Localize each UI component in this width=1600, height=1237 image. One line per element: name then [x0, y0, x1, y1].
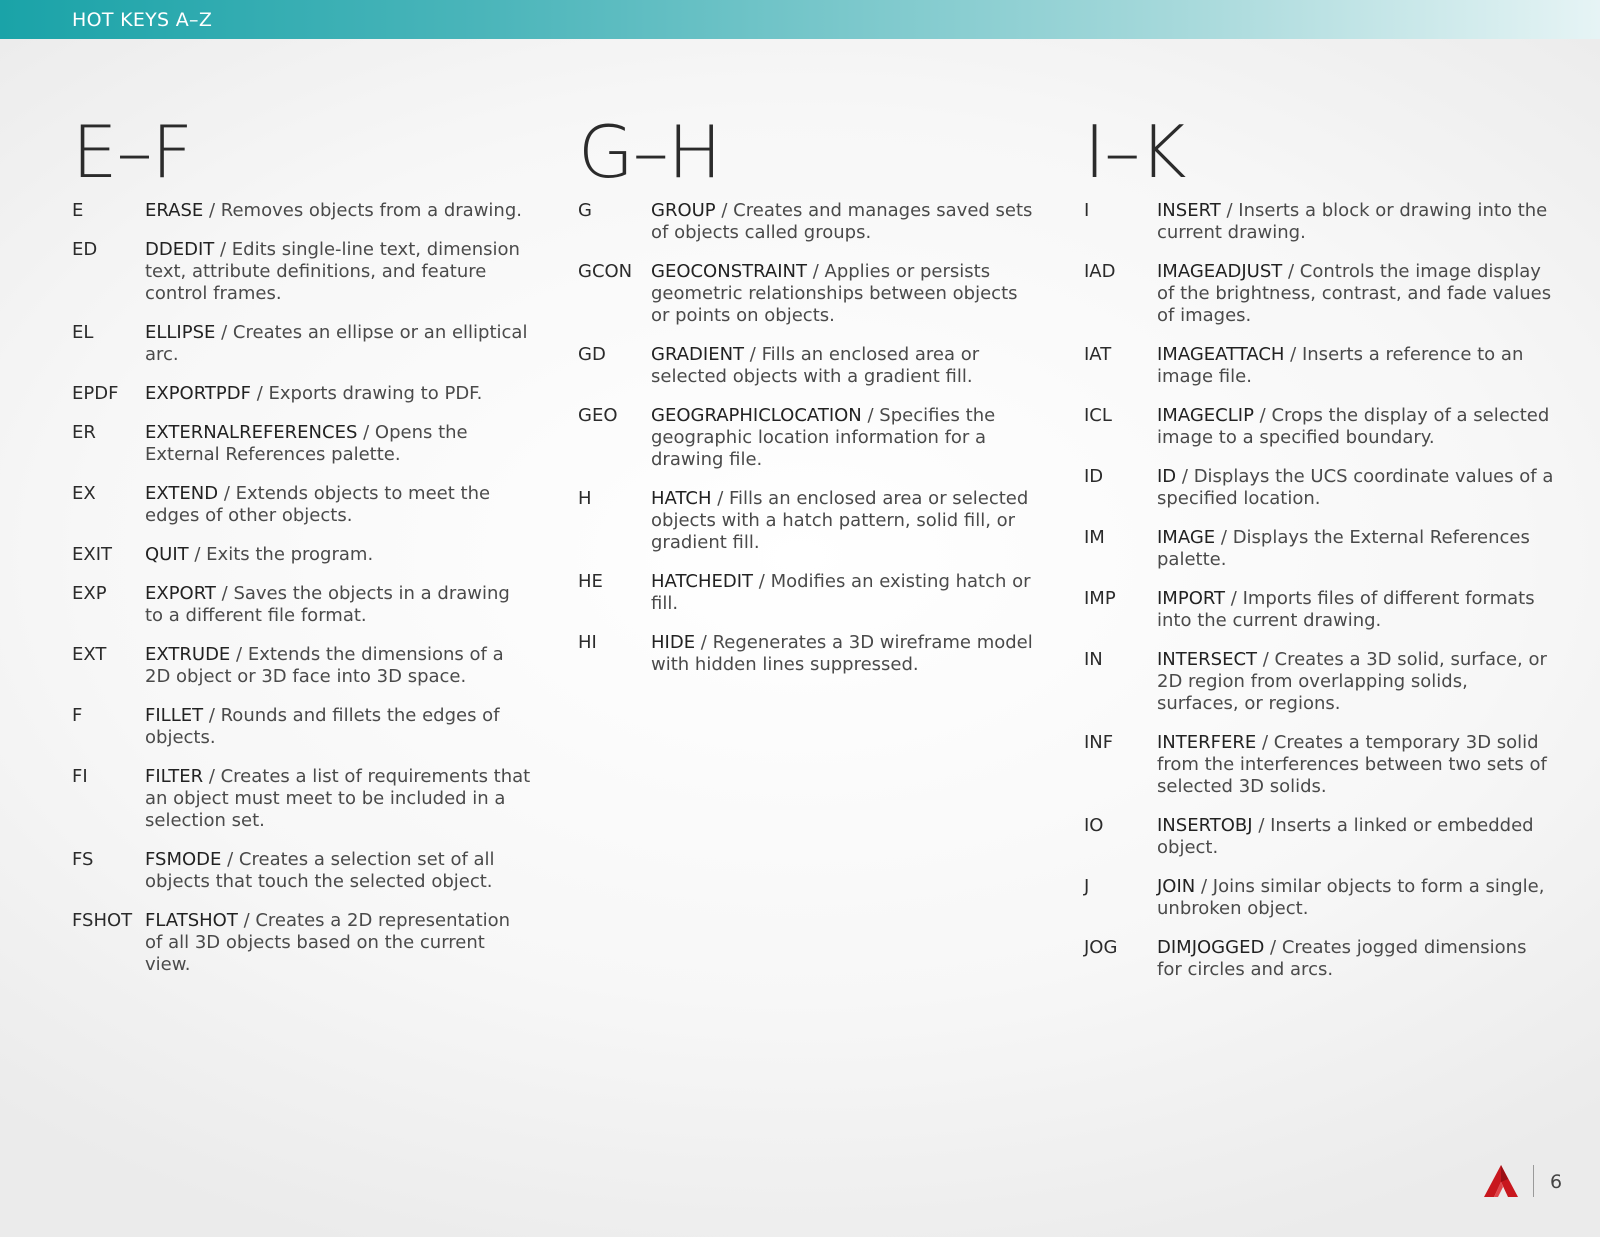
hotkey-description: Creates a list of requirements that an object must meet to be included in a selection set.: [145, 766, 531, 831]
hotkey-description: Creates and manages saved sets of objects called groups.: [651, 200, 1033, 243]
hotkey-entry: [1084, 527, 1554, 571]
hotkey-description: Displays the UCS coordinate values of a specified location.: [1157, 466, 1554, 509]
hotkey-entry: [1084, 649, 1554, 715]
hotkey-description: Creates an ellipse or an elliptical arc.: [145, 322, 528, 365]
hotkey-command: GEOGRAPHICLOCATION: [651, 405, 862, 426]
hotkey-definition: IMAGE / Displays the External References palette.: [1157, 527, 1530, 570]
hotkey-definition: INTERFERE / Creates a temporary 3D solid from the interferences between two sets of selected 3D solids.: [1157, 732, 1547, 797]
autocad-logo-icon: [1484, 1165, 1518, 1197]
hotkey-definition: JOIN / Joins similar objects to form a single, unbroken object.: [1157, 876, 1545, 919]
hotkey-definition: GEOCONSTRAINT / Applies or persists geometric relationships between objects or points on objects.: [651, 261, 1018, 326]
hotkey-definition: ID / Displays the UCS coordinate values of a specified location.: [1157, 466, 1554, 509]
hotkey-key: HE: [578, 571, 603, 592]
header-title: HOT KEYS A–Z: [72, 9, 213, 31]
hotkey-list: [72, 200, 532, 976]
hotkey-definition: IMAGEADJUST / Controls the image display of the brightness, contrast, and fade values of images.: [1157, 261, 1552, 326]
hotkey-entry: [1084, 732, 1554, 798]
hotkey-entry: [72, 239, 532, 305]
hotkey-key: FSHOT: [72, 910, 133, 931]
hotkey-definition: IMAGEATTACH / Inserts a reference to an image file.: [1157, 344, 1524, 387]
hotkey-key: EXT: [72, 644, 107, 665]
hotkey-command: INTERFERE: [1157, 732, 1257, 753]
hotkey-definition: EXTEND / Extends objects to meet the edges of other objects.: [145, 483, 491, 526]
hotkey-command: GRADIENT: [651, 344, 745, 365]
hotkey-command: QUIT: [145, 544, 189, 565]
hotkey-command: EXTEND: [145, 483, 219, 504]
hotkey-entry: [578, 488, 1038, 554]
hotkey-command: IMAGE: [1157, 527, 1216, 548]
hotkey-definition: FLATSHOT / Creates a 2D representation of all 3D objects based on the current view.: [145, 910, 511, 975]
hotkey-entry: [72, 422, 532, 466]
hotkey-entry: [72, 910, 532, 976]
hotkey-key: EXP: [72, 583, 107, 604]
page-number: 6: [1550, 1171, 1563, 1193]
hotkey-description: Inserts a reference to an image file.: [1157, 344, 1524, 387]
hotkey-entry: [1084, 815, 1554, 859]
hotkey-entry: [1084, 876, 1554, 920]
hotkey-entry: [72, 544, 532, 566]
hotkey-definition: DDEDIT / Edits single-line text, dimension text, attribute definitions, and feature control frames.: [145, 239, 520, 304]
section-heading: E–F: [72, 110, 192, 194]
hotkey-command: FLATSHOT: [145, 910, 238, 931]
hotkey-command: INTERSECT: [1157, 649, 1258, 670]
hotkey-description: Inserts a linked or embedded object.: [1157, 815, 1534, 858]
hotkey-key: FS: [72, 849, 94, 870]
hotkey-command: DDEDIT: [145, 239, 215, 260]
hotkey-key: EXIT: [72, 544, 113, 565]
section-heading: G–H: [578, 110, 721, 194]
hotkey-key: JOG: [1084, 937, 1118, 958]
hotkey-description: Joins similar objects to form a single, unbroken object.: [1157, 876, 1545, 919]
hotkey-list: [578, 200, 1038, 676]
hotkey-command: IMAGEATTACH: [1157, 344, 1285, 365]
hotkey-definition: GRADIENT / Fills an enclosed area or selected objects with a gradient fill.: [651, 344, 980, 387]
hotkey-entry: [72, 383, 532, 405]
hotkey-command: EXPORTPDF: [145, 383, 251, 404]
header-bar: [0, 0, 1600, 39]
hotkey-command: ELLIPSE: [145, 322, 216, 343]
hotkey-command: IMPORT: [1157, 588, 1226, 609]
hotkey-definition: INSERT / Inserts a block or drawing into the current drawing.: [1157, 200, 1548, 243]
hotkey-description: Crops the display of a selected image to a specified boundary.: [1157, 405, 1550, 448]
hotkey-key: G: [578, 200, 592, 221]
hotkey-description: Rounds and fillets the edges of objects.: [145, 705, 500, 748]
hotkey-key: GD: [578, 344, 606, 365]
hotkey-key: EL: [72, 322, 94, 343]
hotkey-description: Removes objects from a drawing.: [220, 200, 522, 221]
hotkey-definition: IMAGECLIP / Crops the display of a selected image to a specified boundary.: [1157, 405, 1550, 448]
hotkey-key: I: [1084, 200, 1090, 221]
hotkey-definition: DIMJOGGED / Creates jogged dimensions for circles and arcs.: [1157, 937, 1527, 980]
hotkey-description: Creates a 2D representation of all 3D objects based on the current view.: [145, 910, 511, 975]
hotkey-definition: ERASE / Removes objects from a drawing.: [145, 200, 522, 221]
hotkey-key: IAT: [1084, 344, 1112, 365]
hotkey-key: H: [578, 488, 592, 509]
hotkey-description: Saves the objects in a drawing to a different file format.: [145, 583, 510, 626]
hotkey-key: IMP: [1084, 588, 1116, 609]
hotkey-command: HIDE: [651, 632, 696, 653]
column-g-h: [578, 112, 1038, 693]
hotkey-entry: [578, 632, 1038, 676]
hotkey-entry: [1084, 937, 1554, 981]
footer-divider: [1533, 1165, 1534, 1197]
hotkey-description: Specifies the geographic location information for a drawing file.: [651, 405, 996, 470]
hotkey-definition: EXPORTPDF / Exports drawing to PDF.: [145, 383, 483, 404]
hotkey-entry: [1084, 200, 1554, 244]
hotkey-command: IMAGEADJUST: [1157, 261, 1283, 282]
hotkey-entry: [578, 571, 1038, 615]
hotkey-entry: [1084, 588, 1554, 632]
hotkey-definition: EXTRUDE / Extends the dimensions of a 2D object or 3D face into 3D space.: [145, 644, 504, 687]
hotkey-description: Extends the dimensions of a 2D object or 3D face into 3D space.: [145, 644, 504, 687]
hotkey-command: EXPORT: [145, 583, 216, 604]
hotkey-entry: [72, 583, 532, 627]
hotkey-key: IM: [1084, 527, 1105, 548]
hotkey-command: FILTER: [145, 766, 204, 787]
hotkey-key: EX: [72, 483, 96, 504]
hotkey-command: ERASE: [145, 200, 204, 221]
hotkey-definition: IMPORT / Imports files of different formats into the current drawing.: [1157, 588, 1535, 631]
hotkey-entry: [1084, 261, 1554, 327]
hotkey-entry: [1084, 466, 1554, 510]
hotkey-key: INF: [1084, 732, 1114, 753]
hotkey-key: ER: [72, 422, 96, 443]
hotkey-key: IN: [1084, 649, 1103, 670]
column-i-k: [1084, 112, 1554, 998]
hotkey-description: Creates jogged dimensions for circles and arcs.: [1157, 937, 1527, 980]
hotkey-key: ID: [1084, 466, 1104, 487]
hotkey-description: Inserts a block or drawing into the current drawing.: [1157, 200, 1548, 243]
hotkey-description: Fills an enclosed area or selected objects with a gradient fill.: [651, 344, 980, 387]
hotkey-entry: [72, 644, 532, 688]
hotkey-definition: FILLET / Rounds and fillets the edges of objects.: [145, 705, 500, 748]
hotkey-entry: [72, 705, 532, 749]
hotkey-command: GROUP: [651, 200, 716, 221]
hotkey-key: J: [1084, 876, 1090, 897]
hotkey-definition: HATCH / Fills an enclosed area or selected objects with a hatch pattern, solid fill, or gradient fill.: [651, 488, 1029, 553]
hotkey-command: DIMJOGGED: [1157, 937, 1265, 958]
hotkey-key: IAD: [1084, 261, 1116, 282]
hotkey-command: JOIN: [1157, 876, 1196, 897]
hotkey-description: Extends objects to meet the edges of other objects.: [145, 483, 491, 526]
hotkey-entry: [72, 200, 532, 222]
hotkey-key: F: [72, 705, 83, 726]
hotkey-description: Exits the program.: [206, 544, 374, 565]
hotkey-description: Creates a 3D solid, surface, or 2D region from overlapping solids, surfaces, or regions.: [1157, 649, 1547, 714]
hotkey-description: Imports files of different formats into the current drawing.: [1157, 588, 1535, 631]
hotkey-description: Regenerates a 3D wireframe model with hidden lines suppressed.: [651, 632, 1033, 675]
hotkey-description: Opens the External References palette.: [145, 422, 468, 465]
hotkey-entry: [578, 344, 1038, 388]
hotkey-entry: [72, 322, 532, 366]
hotkey-key: FI: [72, 766, 88, 787]
hotkey-entry: [1084, 405, 1554, 449]
hotkey-key: EPDF: [72, 383, 119, 404]
hotkey-description: Controls the image display of the brightness, contrast, and fade values of images.: [1157, 261, 1552, 326]
hotkey-command: INSERT: [1157, 200, 1221, 221]
hotkey-command: ID: [1157, 466, 1177, 487]
hotkey-description: Displays the External References palette.: [1157, 527, 1530, 570]
section-heading: I–K: [1084, 110, 1186, 194]
hotkey-key: E: [72, 200, 84, 221]
hotkey-command: GEOCONSTRAINT: [651, 261, 807, 282]
hotkey-key: ICL: [1084, 405, 1112, 426]
hotkey-definition: ELLIPSE / Creates an ellipse or an elliptical arc.: [145, 322, 528, 365]
hotkey-definition: HIDE / Regenerates a 3D wireframe model with hidden lines suppressed.: [651, 632, 1033, 675]
hotkey-command: FSMODE: [145, 849, 222, 870]
hotkey-description: Exports drawing to PDF.: [268, 383, 483, 404]
hotkey-command: FILLET: [145, 705, 204, 726]
hotkey-definition: HATCHEDIT / Modifies an existing hatch or fill.: [651, 571, 1031, 614]
hotkey-key: HI: [578, 632, 597, 653]
hotkey-definition: GEOGRAPHICLOCATION / Specifies the geographic location information for a drawing file.: [651, 405, 996, 470]
hotkey-entry: [578, 405, 1038, 471]
hotkey-command: HATCHEDIT: [651, 571, 754, 592]
hotkey-list: [1084, 200, 1554, 981]
hotkey-entry: [72, 766, 532, 832]
hotkey-entry: [72, 849, 532, 893]
hotkey-definition: EXTERNALREFERENCES / Opens the External References palette.: [145, 422, 468, 465]
hotkey-definition: INTERSECT / Creates a 3D solid, surface, or 2D region from overlapping solids, surfaces, or regions.: [1157, 649, 1547, 714]
hotkey-key: IO: [1084, 815, 1104, 836]
hotkey-key: ED: [72, 239, 98, 260]
hotkey-command: EXTERNALREFERENCES: [145, 422, 358, 443]
hotkey-description: Creates a selection set of all objects that touch the selected object.: [145, 849, 495, 892]
hotkey-command: IMAGECLIP: [1157, 405, 1254, 426]
column-e-f: [72, 112, 532, 993]
hotkey-command: INSERTOBJ: [1157, 815, 1253, 836]
hotkey-description: Applies or persists geometric relationships between objects or points on objects.: [651, 261, 1018, 326]
hotkey-entry: [578, 261, 1038, 327]
hotkey-description: Edits single-line text, dimension text, attribute definitions, and feature control frames.: [145, 239, 520, 304]
hotkey-definition: INSERTOBJ / Inserts a linked or embedded object.: [1157, 815, 1534, 858]
hotkey-definition: FILTER / Creates a list of requirements that an object must meet to be included in a selection set.: [145, 766, 531, 831]
hotkey-entry: [578, 200, 1038, 244]
hotkey-command: EXTRUDE: [145, 644, 231, 665]
hotkey-key: GCON: [578, 261, 633, 282]
hotkey-description: Fills an enclosed area or selected objects with a hatch pattern, solid fill, or gradient fill.: [651, 488, 1029, 553]
hotkey-key: GEO: [578, 405, 618, 426]
hotkey-definition: QUIT / Exits the program.: [145, 544, 374, 565]
hotkey-description: Modifies an existing hatch or fill.: [651, 571, 1031, 614]
hotkey-entry: [1084, 344, 1554, 388]
hotkey-definition: FSMODE / Creates a selection set of all objects that touch the selected object.: [145, 849, 495, 892]
hotkey-definition: GROUP / Creates and manages saved sets of objects called groups.: [651, 200, 1033, 243]
hotkey-description: Creates a temporary 3D solid from the interferences between two sets of selected 3D solids.: [1157, 732, 1547, 797]
hotkey-definition: EXPORT / Saves the objects in a drawing to a different file format.: [145, 583, 510, 626]
hotkey-entry: [72, 483, 532, 527]
hotkey-command: HATCH: [651, 488, 712, 509]
